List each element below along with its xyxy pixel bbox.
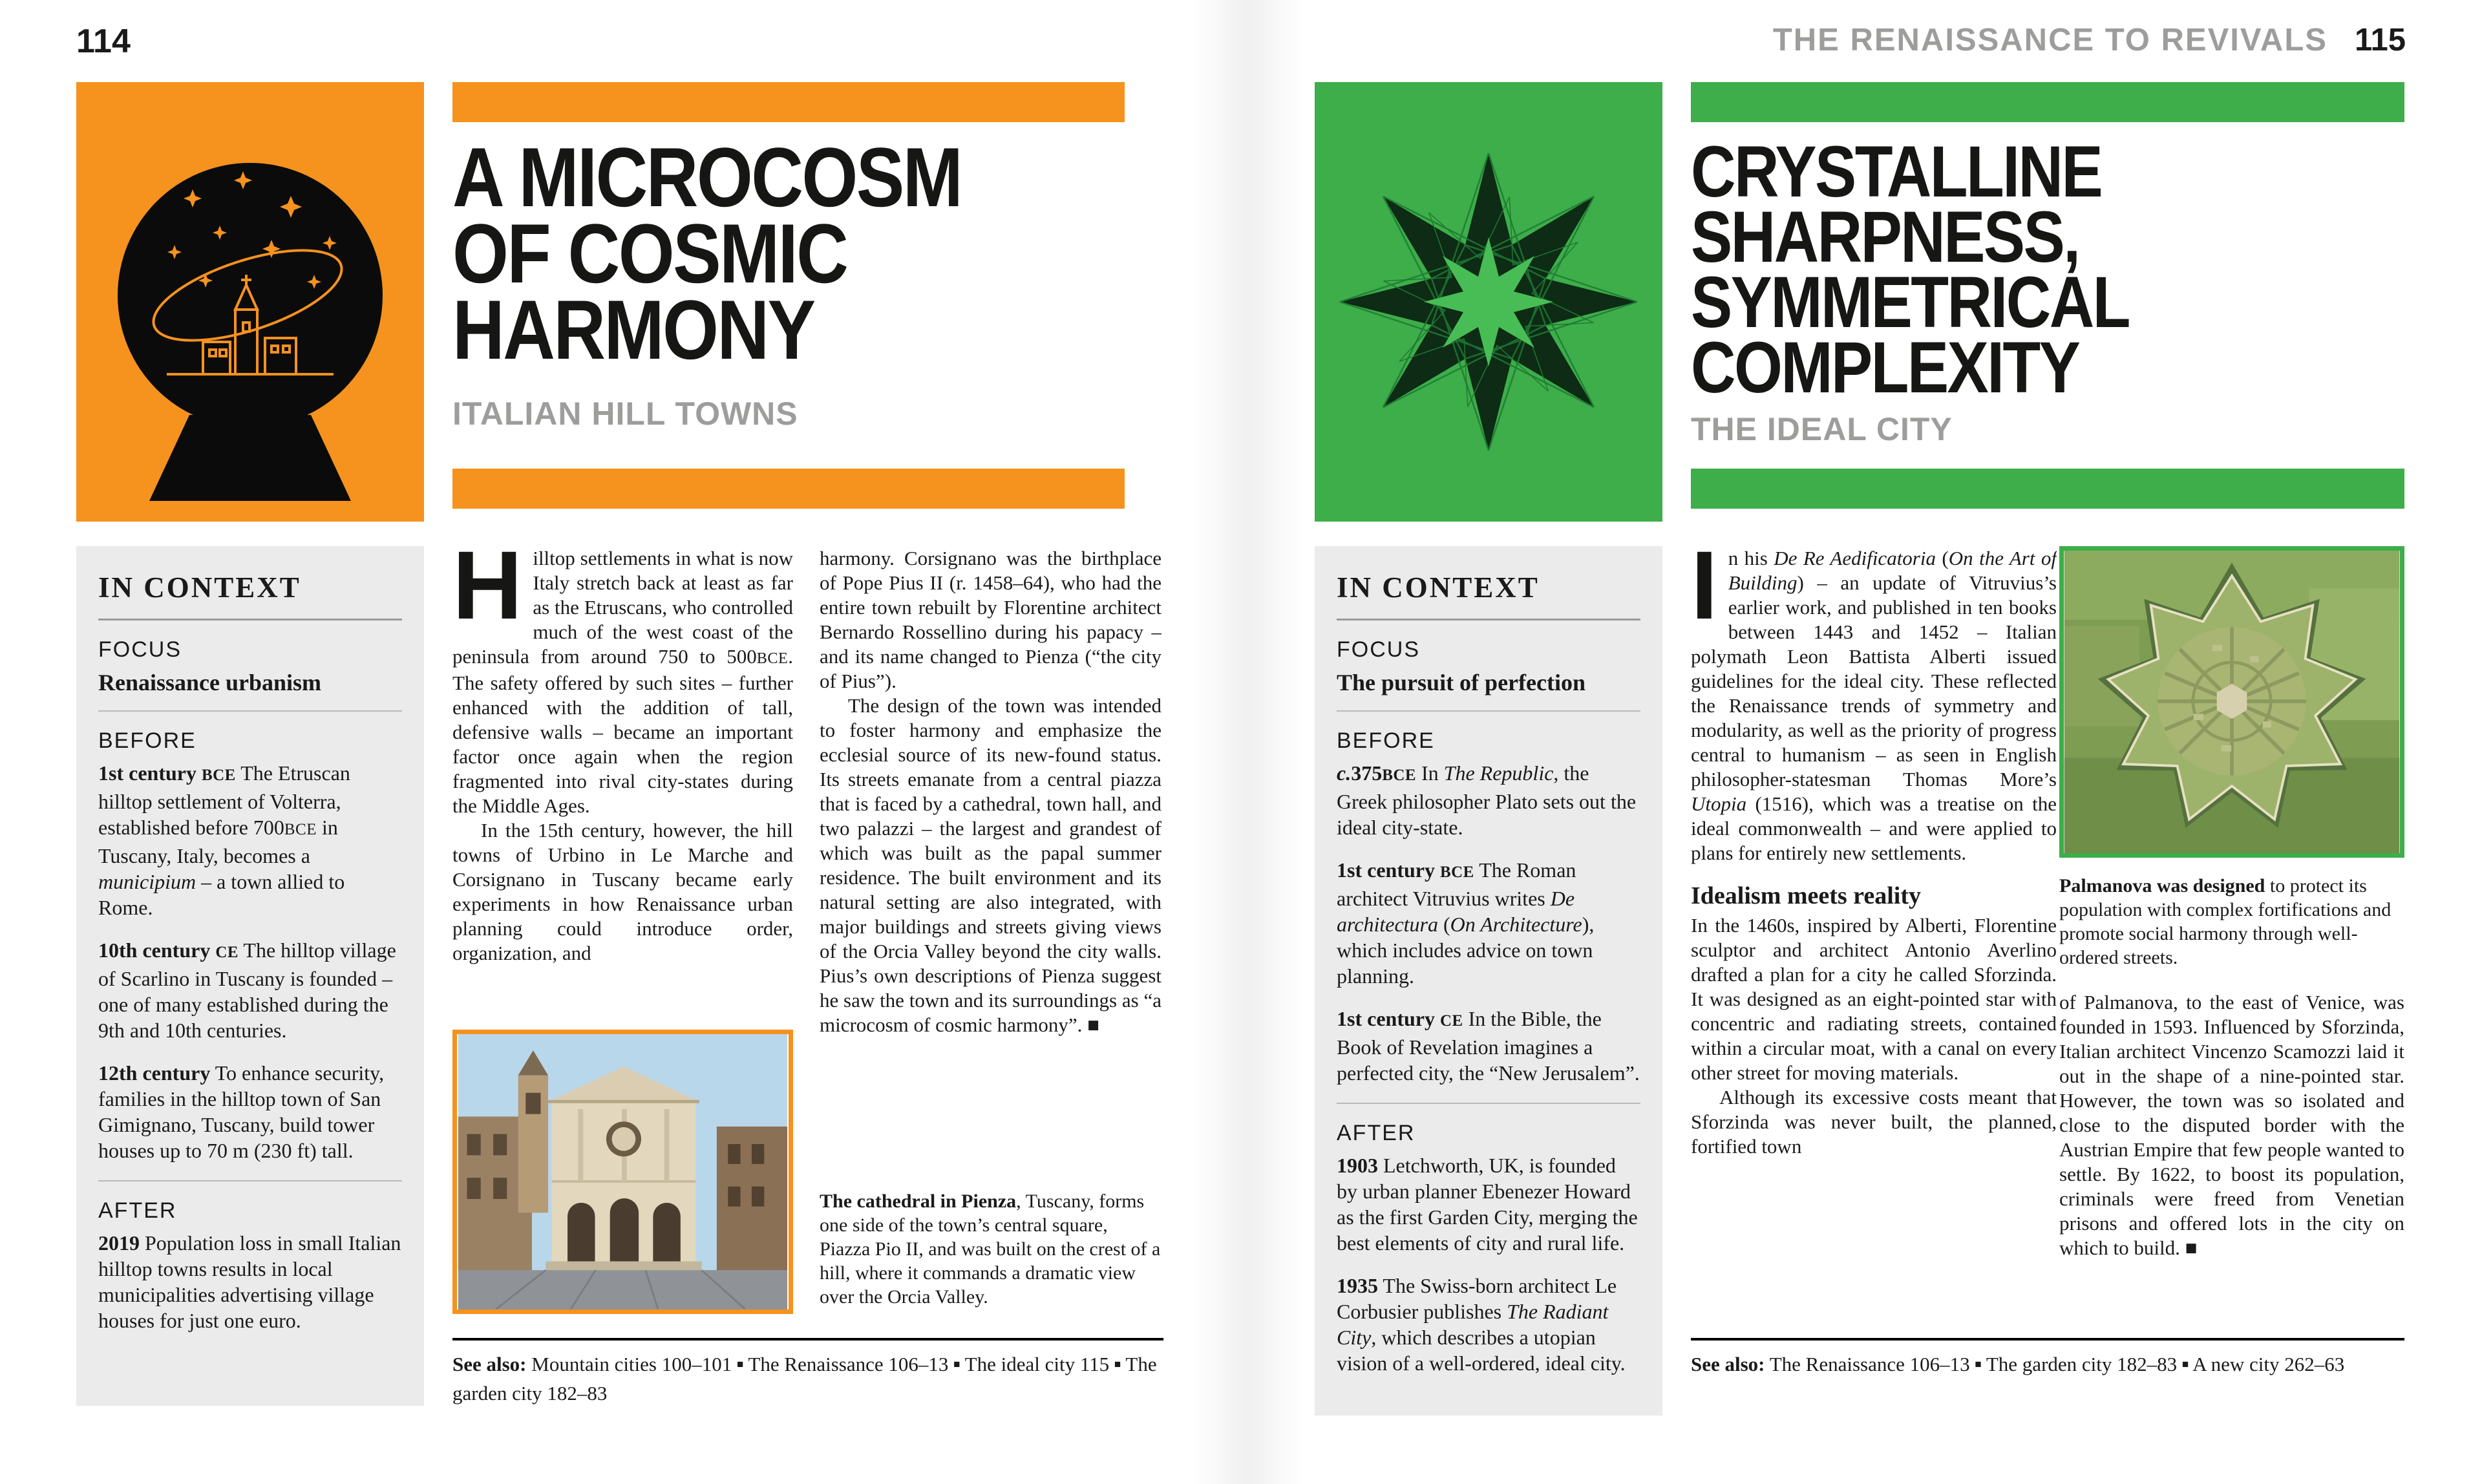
snow-globe-illustration	[76, 82, 424, 522]
title-bar-top-left	[452, 82, 1125, 122]
body-paragraph: In the 1460s, inspired by Alberti, Florentine sculptor and architect Antonio Averlino drafted a plan for a city he called Sforzinda. It was designed as an eight-pointed star with concentric and radiating streets, contained within a circular moat, with a canal on every other street for moving materials.	[1691, 914, 2057, 1084]
section-thumbnail-left	[76, 82, 424, 522]
palmanova-photo-caption: Palmanova was designed to protect its population with complex fortifications and promote social harmony through well-ordered streets.	[2059, 875, 2392, 968]
context-entry: 1935 The Swiss-born architect Le Corbusier publishes The Radiant City, which describes a utopian vision of a well-ordered, ideal city.	[1337, 1274, 1626, 1375]
body-column-1-right	[1691, 546, 2057, 1331]
article-header-right	[1691, 82, 2404, 510]
section-thumbnail-right	[1315, 82, 1662, 522]
context-entry: 1903 Letchworth, UK, is founded by urban planner Ebenezer Howard as the first Garden City, merging the best elements of city and rural life.	[1337, 1154, 1638, 1255]
title-line: A MICROCOSM	[452, 130, 962, 224]
focus-value: Renaissance urbanism	[98, 670, 322, 695]
page-number-left: 114	[76, 23, 131, 60]
divider	[98, 1180, 402, 1182]
body-paragraph: Although its excessive costs meant that Sforzinda was never built, the planned, fortified town	[1691, 1086, 2057, 1158]
body-paragraph: In the 15th century, however, the hill towns of Urbino in Le Marche and Corsignano in Tuscany became early experiments in how Renaissance urban planning could introduce order, organization, and	[452, 819, 793, 964]
after-label: AFTER	[1337, 1121, 1416, 1145]
page-gutter	[1193, 0, 1302, 1484]
palmanova-aerial-photo	[2059, 546, 2404, 858]
pienza-cathedral-image	[457, 1034, 789, 1309]
body-paragraph: In his De Re Aedificatoria (On the Art of Building) – an update of Vitruvius’s earlier work, and published in ten books between 1443 and 1452 – Italian polymath Leon Battista Alberti issued guidelines for the ideal city. These reflected the Renaissance trends of symmetry and modularity, as well as the priority of progress central to humanism – as seen in English philosopher-statesman Thomas More’s Utopia (1516), which was a treatise on the ideal commonwealth – and were applied to plans for entirely new settlements.	[1691, 546, 2057, 864]
body-column-1-left	[452, 546, 793, 1026]
running-title: THE RENAISSANCE TO REVIVALS	[1772, 23, 2328, 58]
body-paragraph: Hilltop settlements in what is now Italy stretch back at least as far as the Etruscans, who controlled much of the west coast of the peninsula from around 750 to 500BCE. The safety offered by such sites – further enhanced with the addition of tall, defensive walls – became an important factor once again when the region fragmented into rival city-states during the Middle Ages.	[452, 546, 793, 817]
title-line: COMPLEXITY	[1691, 327, 2079, 408]
title-bar-top-right	[1691, 82, 2404, 122]
divider	[1337, 619, 1640, 620]
title-bar-bottom-right	[1691, 469, 2404, 509]
article-subtitle-right: THE IDEAL CITY	[1691, 411, 1953, 447]
palmanova-aerial-image	[2064, 551, 2400, 853]
article-title-right	[1691, 131, 2129, 408]
article-title-left	[452, 130, 962, 377]
see-also-right: See also: The Renaissance 106–13 ■ The garden city 182–83 ■ A new city 262–63	[1691, 1338, 2404, 1380]
before-label: BEFORE	[1337, 728, 1435, 753]
title-line: SHARPNESS,	[1691, 196, 2079, 277]
focus-value: The pursuit of perfection	[1337, 670, 1586, 695]
focus-label: FOCUS	[1337, 637, 1420, 662]
article-header-left	[452, 82, 1125, 510]
body-paragraph: The design of the town was intended to foster harmony and emphasize the ecclesial source of its new-found status. Its streets emanate from a central piazza that is faced by a cathedral, town hall, and two palazzi – the largest and grandest of which was built as the papal summer residence. The built environment and its natural setting are also integrated, with major buildings and streets giving views of the Orcia Valley beyond the city walls. Pius’s own descriptions of Pienza suggest he saw the town and its surroundings as “a microcosm of cosmic harmony”. ■	[820, 694, 1161, 1036]
see-also-left: See also: Mountain cities 100–101 ■ The Renaissance 106–13 ■ The ideal city 115 ■ The garden city 182–83	[452, 1338, 1163, 1407]
pienza-photo-caption: The cathedral in Pienza, Tuscany, forms one side of the town’s central square, Piazza Pio II, and was built on the crest of a hill, where it commands a dramatic view over the Orcia Valley.	[820, 1191, 1161, 1308]
title-line: CRYSTALLINE	[1691, 131, 2102, 212]
body-column-2-right	[2059, 990, 2404, 1335]
title-bar-bottom-left	[452, 469, 1125, 509]
geometric-star-illustration	[1315, 82, 1662, 522]
body-column-2-left	[820, 546, 1161, 1180]
article-subtitle-left: ITALIAN HILL TOWNS	[452, 396, 798, 432]
divider	[1337, 1103, 1640, 1104]
drop-cap: H	[452, 546, 523, 639]
title-line: SYMMETRICAL	[1691, 262, 2129, 343]
pienza-cathedral-photo	[452, 1030, 793, 1314]
context-entry: 1st century CE In the Bible, the Book of Revelation imagines a perfected city, the “New Jerusalem”.	[1337, 1007, 1640, 1085]
body-paragraph: harmony. Corsignano was the birthplace of Pope Pius II (r. 1458–64), who had the entire town rebuilt by Florentine architect Bernardo Rossellino during his papacy – and its name changed to Pienza (“the city of Pius”).	[820, 547, 1161, 692]
divider	[98, 619, 402, 620]
divider	[1337, 710, 1640, 712]
in-context-heading: IN CONTEXT	[98, 571, 301, 604]
title-line: OF COSMIC	[452, 206, 847, 301]
drop-cap: I	[1691, 546, 1718, 639]
context-entry: 2019 Population loss in small Italian hilltop towns results in local municipalities advertising village houses for just one euro.	[98, 1231, 401, 1332]
context-entry: 12th century To enhance security, families in the hilltop town of San Gimignano, Tuscany, build tower houses up to 70 m (230 ft) tall.	[98, 1061, 385, 1162]
in-context-box-left	[76, 546, 424, 1406]
body-paragraph: of Palmanova, to the east of Venice, was founded in 1593. Influenced by Sforzinda, Italian architect Vincenzo Scamozzi laid it out in the shape of a nine-pointed star. However, the town was so isolated and close to the disputed border with the Austrian Empire that few people wanted to settle. By 1622, to boost its population, criminals were freed from Venetian prisons and offered lots in the city on which to build. ■	[2059, 991, 2404, 1259]
before-label: BEFORE	[98, 728, 196, 753]
body-subheading: Idealism meets reality	[1691, 882, 1921, 909]
context-entry: 1st century BCE The Roman architect Vitruvius writes De architectura (On Architecture), which includes advice on town planning.	[1337, 858, 1595, 988]
context-entry: c.375BCE In The Republic, the Greek philosopher Plato sets out the ideal city-state.	[1337, 761, 1637, 839]
in-context-box-right	[1315, 546, 1662, 1415]
context-entry: 10th century CE The hilltop village of Scarlino in Tuscany is founded – one of many established during the 9th and 10th centuries.	[98, 938, 396, 1042]
focus-label: FOCUS	[98, 637, 182, 662]
in-context-heading: IN CONTEXT	[1337, 571, 1540, 604]
page-number-right: 115	[2354, 23, 2406, 58]
title-line: HARMONY	[452, 282, 814, 377]
divider	[98, 710, 402, 712]
after-label: AFTER	[98, 1198, 177, 1223]
context-entry: 1st century BCE The Etruscan hilltop settlement of Volterra, established before 700BCE in Tuscany, Italy, becomes a municipium – a town allied to Rome.	[98, 761, 350, 919]
running-header	[1773, 22, 2406, 58]
